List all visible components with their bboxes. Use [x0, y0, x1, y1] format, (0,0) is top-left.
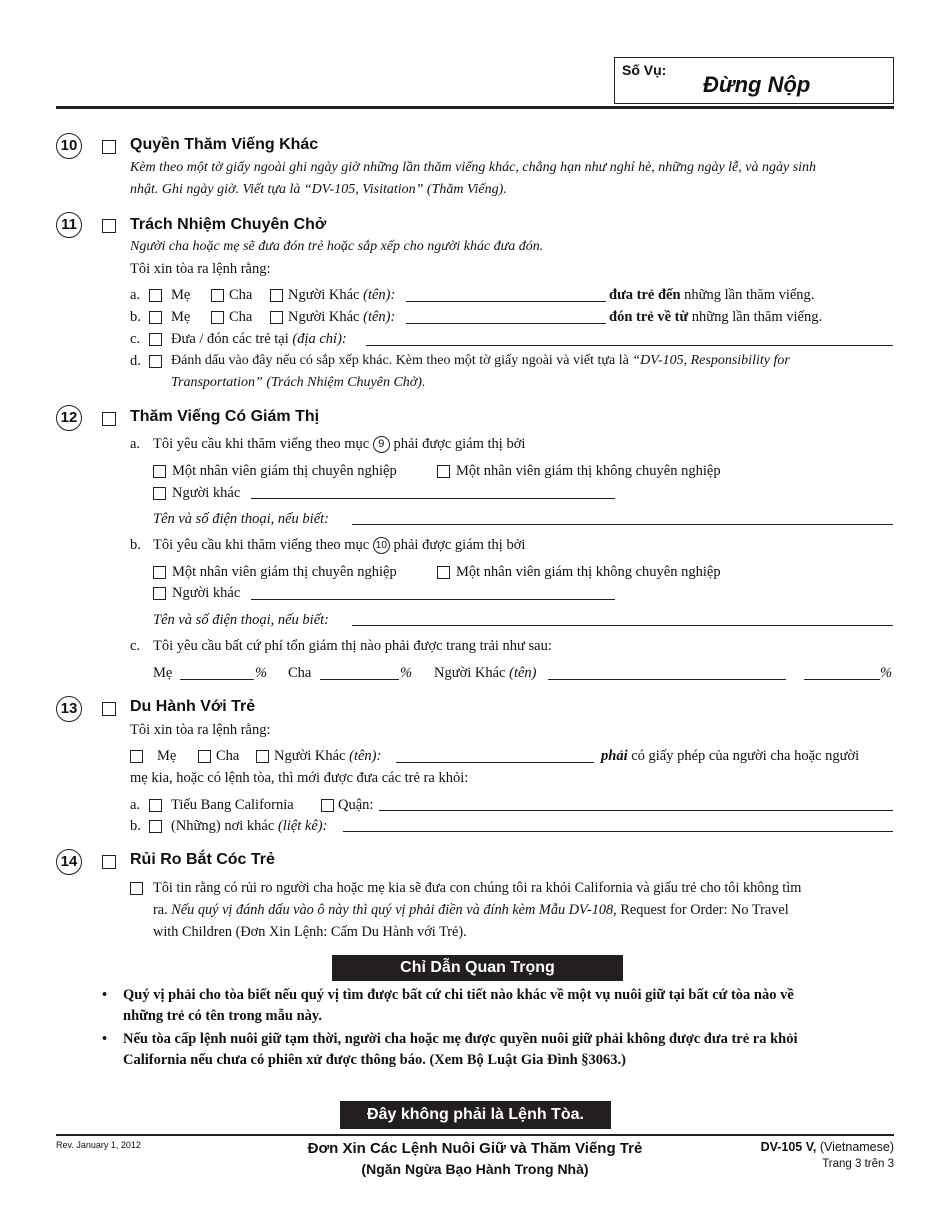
11b-suffix [609, 309, 822, 326]
13-father-label: Cha [216, 748, 240, 764]
bullet-1-line1: Quý vị phải cho tòa biết nếu quý vị tìm được bất cứ chi tiết nào khác về một vụ nuôi giữ tại bất cứ tòa nào về [123, 987, 794, 1003]
13-mother-label: Mẹ [157, 748, 177, 764]
14-line2-italic: Nếu quý vị đánh dấu vào ô này thì quý vị phải điền và đính kèm Mẫu DV-108, [171, 902, 617, 918]
revision-date: Rev. January 1, 2012 [56, 1140, 141, 1150]
form-language: (Vietnamese) [819, 1140, 894, 1154]
section-13-checkbox[interactable] [102, 702, 116, 716]
13b-main-text: (Những) nơi khác [171, 818, 275, 834]
12a-nonpro-checkbox[interactable] [437, 465, 450, 478]
12b-nonpro-checkbox[interactable] [437, 566, 450, 579]
bullet-2 [123, 1029, 895, 1071]
not-court-order-banner: Đây không phải là Lệnh Tòa. [340, 1101, 611, 1129]
12b-request-post: phải được giám thị bởi [393, 537, 526, 553]
section-10-checkbox[interactable] [102, 140, 116, 154]
item-12b-label: b. [130, 537, 141, 553]
section-12-checkbox[interactable] [102, 412, 116, 426]
section-10-desc-line2: nhật. Ghi ngày giờ. Viết tựa là “DV-105, Visitation” (Thăm Viếng). [130, 182, 507, 197]
12c-other-label [434, 665, 537, 682]
11c-address-field[interactable] [366, 345, 893, 346]
12b-phone-label: Tên và số điện thoại, nếu biết: [153, 612, 329, 628]
footer-title-line1: Đơn Xin Các Lệnh Nuôi Giữ và Thăm Viếng Trẻ [307, 1140, 643, 1157]
section-10-desc-line1: Kèm theo một tờ giấy ngoài ghi ngày giờ những lần thăm viếng khác, chẳng hạn như nghỉ hè, những ngày lễ, và ngày sinh [130, 160, 817, 175]
11d-italic-1: “DV-105, Responsibility for [632, 353, 790, 368]
14-line3: with Children (Đơn Xin Lệnh: Cấm Du Hành với Trẻ). [153, 924, 467, 940]
12a-pro-checkbox[interactable] [153, 465, 166, 478]
notice-banner: Chỉ Dẫn Quan Trọng [332, 955, 623, 981]
12b-request [153, 537, 525, 554]
11b-father-label: Cha [229, 309, 253, 325]
case-number-box [614, 57, 894, 104]
case-number-label: Số Vụ: [622, 62, 667, 78]
12c-mother-label: Mẹ [153, 665, 173, 681]
13-other-text: Người Khác [274, 748, 346, 764]
12a-request-pre: Tôi yêu cầu khi thăm viếng theo mục [153, 436, 370, 452]
11a-name-hint: (tên): [363, 287, 396, 303]
13-text2: mẹ kia, hoặc có lệnh tòa, thì mới được đưa các trẻ ra khỏi: [130, 770, 469, 786]
11c-hint: (địa chỉ): [292, 331, 347, 347]
13b-checkbox[interactable] [149, 820, 162, 833]
section-number-11: 11 [56, 212, 82, 238]
14-line2-post: Request for Order: No Travel [620, 902, 789, 918]
12a-phone-label: Tên và số điện thoại, nếu biết: [153, 511, 329, 527]
13b-text [171, 818, 327, 835]
11b-name-hint: (tên): [363, 309, 396, 325]
12b-nonpro-label: Một nhân viên giám thị không chuyên nghiệp [456, 564, 721, 580]
12b-pro-label: Một nhân viên giám thị chuyên nghiệp [172, 564, 397, 580]
top-divider [56, 106, 894, 109]
13b-hint: (liệt kê): [277, 818, 328, 834]
13a-county-checkbox[interactable] [321, 799, 334, 812]
13a-county-field[interactable] [379, 810, 893, 811]
item-12c-label: c. [130, 638, 141, 654]
13-text1-body: có giấy phép của người cha hoặc người [631, 748, 860, 764]
section-11-title: Trách Nhiệm Chuyên Chở [130, 216, 327, 233]
11d-main-text: Đánh dấu vào đây nếu có sắp xếp khác. Kèm theo một tờ giấy ngoài và viết tựa là [171, 353, 629, 368]
12c-other-pct-field[interactable] [804, 679, 880, 680]
11b-other-checkbox[interactable] [270, 311, 283, 324]
12a-request [153, 436, 525, 453]
item-11d-label: d. [130, 353, 141, 369]
footer-form-line [700, 1139, 894, 1156]
12c-name-hint: (tên) [509, 665, 537, 681]
12c-other-name-field[interactable] [548, 679, 786, 680]
12b-pro-checkbox[interactable] [153, 566, 166, 579]
section-10-title: Quyền Thăm Viếng Khác [130, 136, 319, 153]
13-other-name-field[interactable] [396, 762, 594, 763]
11a-bold-text: đưa trẻ đến [609, 287, 681, 303]
item-12a-label: a. [130, 436, 141, 452]
section-12-title: Thăm Viếng Có Giám Thị [130, 408, 320, 425]
item-11a-label: a. [130, 287, 141, 303]
13-mother-checkbox[interactable] [130, 750, 143, 763]
11b-name-field[interactable] [406, 323, 606, 324]
12a-pro-label: Một nhân viên giám thị chuyên nghiệp [172, 463, 397, 479]
12c-father-label: Cha [288, 665, 312, 681]
12a-other-checkbox[interactable] [153, 487, 166, 500]
11b-bold-text: đón trẻ về từ [609, 309, 689, 325]
12b-other-checkbox[interactable] [153, 587, 166, 600]
12c-mother-pct-field[interactable] [180, 679, 254, 680]
13-name-hint: (tên): [349, 748, 382, 764]
12a-phone-field[interactable] [352, 524, 893, 525]
11b-mother-label: Mẹ [171, 309, 191, 325]
13-other-checkbox[interactable] [256, 750, 269, 763]
13-text1 [601, 748, 859, 765]
12a-other-label: Người khác [172, 485, 241, 501]
11c-text [171, 331, 347, 348]
11d-text [171, 353, 790, 369]
item-13b-label: b. [130, 818, 141, 834]
12b-request-pre: Tôi yêu cầu khi thăm viếng theo mục [153, 537, 370, 553]
12b-other-label: Người khác [172, 585, 241, 601]
12c-father-pct-field[interactable] [320, 679, 399, 680]
11a-father-label: Cha [229, 287, 253, 303]
bullet-2-marker: • [102, 1031, 108, 1047]
11a-name-field[interactable] [406, 301, 606, 302]
12a-section-ref: 9 [373, 436, 390, 453]
item-11c-label: c. [130, 331, 141, 347]
11b-other-label [288, 309, 395, 326]
bullet-1-marker: • [102, 987, 108, 1003]
footer-form-info [700, 1139, 894, 1173]
11d-italic-2: Transportation” (Trách Nhiệm Chuyên Chở). [171, 375, 426, 390]
12b-other-field[interactable] [251, 599, 615, 600]
13a-california-label: Tiểu Bang California [171, 797, 294, 813]
section-11-desc: Người cha hoặc mẹ sẽ đưa đón trẻ hoặc sắp xếp cho người khác đưa đón. [130, 239, 544, 254]
13-other-label [274, 748, 381, 765]
bullet-2-line2: California nếu chưa có phiên xử được thông báo. (Xem Bộ Luật Gia Đình §3063.) [123, 1052, 627, 1068]
14-line2 [153, 902, 789, 919]
11a-suffix-text: những lần thăm viếng. [684, 287, 815, 303]
12b-phone-field[interactable] [352, 625, 893, 626]
form-id: DV-105 V, [760, 1140, 817, 1154]
12c-father-pct: % [400, 665, 413, 681]
11c-main-text: Đưa / đón các trẻ tại [171, 331, 289, 347]
11a-other-checkbox[interactable] [270, 289, 283, 302]
item-13a-label: a. [130, 797, 141, 813]
footer-divider [56, 1134, 894, 1136]
11a-other-label [288, 287, 395, 304]
bullet-1-line2: những trẻ có tên trong mẫu này. [123, 1008, 322, 1024]
11b-mother-checkbox[interactable] [149, 311, 162, 324]
11b-father-checkbox[interactable] [211, 311, 224, 324]
12a-request-post: phải được giám thị bởi [393, 436, 526, 452]
footer-title-line2: (Ngăn Ngừa Bạo Hành Trong Nhà) [361, 1161, 589, 1177]
11a-father-checkbox[interactable] [211, 289, 224, 302]
11d-checkbox[interactable] [149, 355, 162, 368]
bullet-1 [123, 985, 895, 1027]
11c-checkbox[interactable] [149, 333, 162, 346]
13a-california-checkbox[interactable] [149, 799, 162, 812]
11a-mother-label: Mẹ [171, 287, 191, 303]
12c-text: Tôi yêu cầu bất cứ phí tổn giám thị nào phải được trang trải như sau: [153, 638, 552, 654]
11b-other-text: Người Khác [288, 309, 360, 325]
11a-mother-checkbox[interactable] [149, 289, 162, 302]
section-14-title: Rủi Ro Bắt Cóc Trẻ [130, 851, 275, 868]
13-father-checkbox[interactable] [198, 750, 211, 763]
section-11-request: Tôi xin tòa ra lệnh rằng: [130, 261, 271, 277]
item-11b-label: b. [130, 309, 141, 325]
14-line1: Tôi tin rằng có rủi ro người cha hoặc mẹ kia sẽ đưa con chúng tôi ra khỏi California và giấu trẻ cho tôi không tìm [153, 880, 802, 896]
section-11-checkbox[interactable] [102, 219, 116, 233]
section-number-12: 12 [56, 405, 82, 431]
12a-other-field[interactable] [251, 498, 615, 499]
13b-places-field[interactable] [343, 831, 893, 832]
12a-nonpro-label: Một nhân viên giám thị không chuyên nghiệp [456, 463, 721, 479]
13-must: phải [601, 748, 628, 764]
14-risk-checkbox[interactable] [130, 882, 143, 895]
12b-section-ref: 10 [373, 537, 390, 554]
case-number-value: Đừng Nộp [703, 72, 811, 97]
footer-title [230, 1139, 720, 1179]
12c-other-text: Người Khác [434, 665, 506, 681]
page-number: Trang 3 trên 3 [822, 1158, 894, 1170]
section-14-checkbox[interactable] [102, 855, 116, 869]
13a-county-label: Quận: [338, 797, 374, 813]
11b-suffix-text: những lần thăm viếng. [691, 309, 823, 325]
12c-mother-pct: % [255, 665, 268, 681]
section-number-10: 10 [56, 133, 82, 159]
11a-other-text: Người Khác [288, 287, 360, 303]
14-line2-pre: ra. [153, 902, 168, 918]
11a-suffix [609, 287, 814, 304]
bullet-2-line1: Nếu tòa cấp lệnh nuôi giữ tạm thời, người cha hoặc mẹ được quyền nuôi giữ phải không được đưa trẻ ra khỏi [123, 1031, 798, 1047]
section-13-request: Tôi xin tòa ra lệnh rằng: [130, 722, 271, 738]
section-number-14: 14 [56, 849, 82, 875]
section-number-13: 13 [56, 696, 82, 722]
12c-other-pct: % [880, 665, 893, 681]
section-13-title: Du Hành Với Trẻ [130, 698, 256, 715]
